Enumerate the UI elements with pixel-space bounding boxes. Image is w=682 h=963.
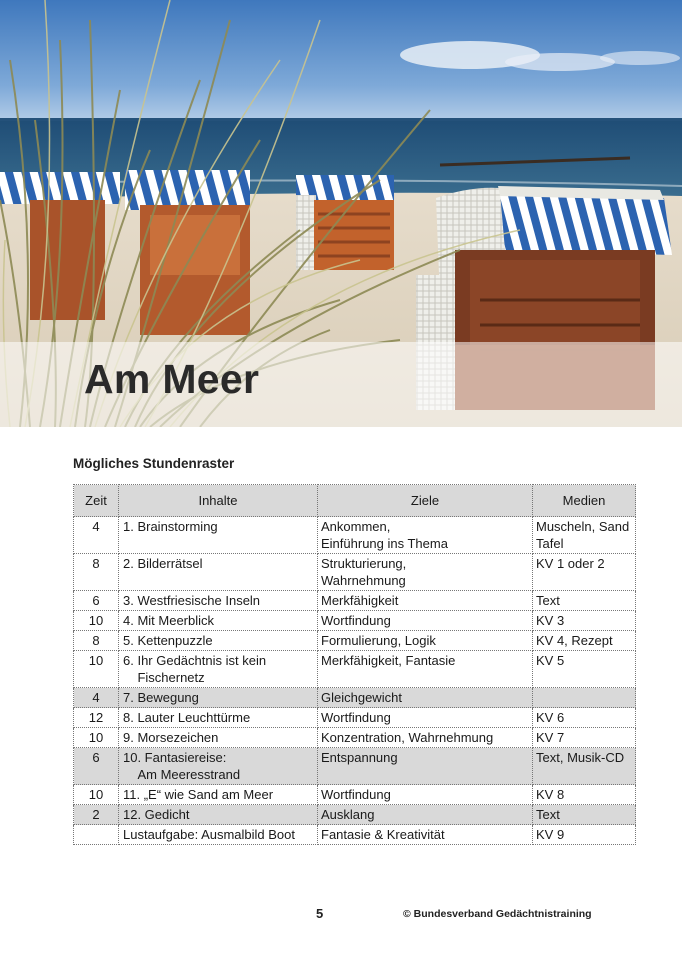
cell-ziele: Fantasie & Kreativität — [318, 825, 533, 845]
cell-zeit: 10 — [74, 611, 119, 631]
table-row — [74, 611, 636, 631]
cell-inhalt: Lustaufgabe: Ausmalbild Boot — [119, 825, 318, 845]
cell-medien: KV 4, Rezept — [533, 631, 636, 651]
table-header-row — [74, 485, 636, 517]
cell-inhalt: 1. Brainstorming — [119, 517, 318, 554]
cell-inhalt: 10. Fantasiereise: Am Meeresstrand — [119, 748, 318, 785]
cell-ziele: Wortfindung — [318, 611, 533, 631]
cell-zeit: 10 — [74, 785, 119, 805]
table-body — [74, 517, 636, 845]
cell-ziele: Strukturierung, Wahrnehmung — [318, 554, 533, 591]
hero-beach-image — [0, 0, 682, 427]
cell-inhalt: 5. Kettenpuzzle — [119, 631, 318, 651]
cell-zeit: 8 — [74, 554, 119, 591]
cell-medien: Text — [533, 591, 636, 611]
cell-ziele: Ausklang — [318, 805, 533, 825]
cell-ziele: Formulierung, Logik — [318, 631, 533, 651]
section-heading: Mögliches Stundenraster — [73, 456, 235, 471]
cell-zeit: 4 — [74, 688, 119, 708]
table-row — [74, 517, 636, 554]
cell-inhalt: 9. Morsezeichen — [119, 728, 318, 748]
table-row — [74, 708, 636, 728]
cell-zeit — [74, 825, 119, 845]
cell-medien: KV 1 oder 2 — [533, 554, 636, 591]
cell-medien: Text — [533, 805, 636, 825]
cell-inhalt: 2. Bilderrätsel — [119, 554, 318, 591]
cell-inhalt: 7. Bewegung — [119, 688, 318, 708]
cell-medien: Text, Musik-CD — [533, 748, 636, 785]
cell-ziele: Merkfähigkeit, Fantasie — [318, 651, 533, 688]
cell-medien — [533, 688, 636, 708]
cell-medien: KV 3 — [533, 611, 636, 631]
table-row — [74, 651, 636, 688]
cell-inhalt: 3. Westfriesische Inseln — [119, 591, 318, 611]
header-inhalte: Inhalte — [119, 485, 318, 517]
cell-ziele: Wortfindung — [318, 708, 533, 728]
table-row — [74, 591, 636, 611]
cell-ziele: Entspannung — [318, 748, 533, 785]
cell-zeit: 4 — [74, 517, 119, 554]
cell-medien: KV 7 — [533, 728, 636, 748]
cell-ziele: Ankommen, Einführung ins Thema — [318, 517, 533, 554]
table-row — [74, 805, 636, 825]
cell-ziele: Merkfähigkeit — [318, 591, 533, 611]
page-number: 5 — [316, 906, 324, 921]
cell-ziele: Konzentration, Wahrnehmung — [318, 728, 533, 748]
table-row — [74, 688, 636, 708]
table-row — [74, 748, 636, 785]
table-row — [74, 728, 636, 748]
copyright-notice: © Bundesverband Gedächtnistraining — [403, 908, 592, 920]
cell-ziele: Gleichgewicht — [318, 688, 533, 708]
cell-medien: KV 8 — [533, 785, 636, 805]
cell-zeit: 6 — [74, 748, 119, 785]
cell-zeit: 6 — [74, 591, 119, 611]
cell-zeit: 2 — [74, 805, 119, 825]
cell-medien: KV 6 — [533, 708, 636, 728]
cell-inhalt: 11. „E“ wie Sand am Meer — [119, 785, 318, 805]
cell-medien: KV 5 — [533, 651, 636, 688]
cell-inhalt: 8. Lauter Leuchttürme — [119, 708, 318, 728]
cell-zeit: 10 — [74, 728, 119, 748]
header-medien: Medien — [533, 485, 636, 517]
cell-medien: KV 9 — [533, 825, 636, 845]
header-zeit: Zeit — [74, 485, 119, 517]
cell-zeit: 10 — [74, 651, 119, 688]
cell-zeit: 12 — [74, 708, 119, 728]
cell-inhalt: 4. Mit Meerblick — [119, 611, 318, 631]
cell-inhalt: 12. Gedicht — [119, 805, 318, 825]
table-row — [74, 554, 636, 591]
table-row — [74, 825, 636, 845]
lesson-schedule-table — [73, 484, 636, 845]
cell-ziele: Wortfindung — [318, 785, 533, 805]
cell-inhalt: 6. Ihr Gedächtnis ist kein Fischernetz — [119, 651, 318, 688]
table-row — [74, 631, 636, 651]
header-ziele: Ziele — [318, 485, 533, 517]
cell-zeit: 8 — [74, 631, 119, 651]
table-row — [74, 785, 636, 805]
cell-medien: Muscheln, Sand Tafel — [533, 517, 636, 554]
page-title: Am Meer — [84, 356, 260, 402]
